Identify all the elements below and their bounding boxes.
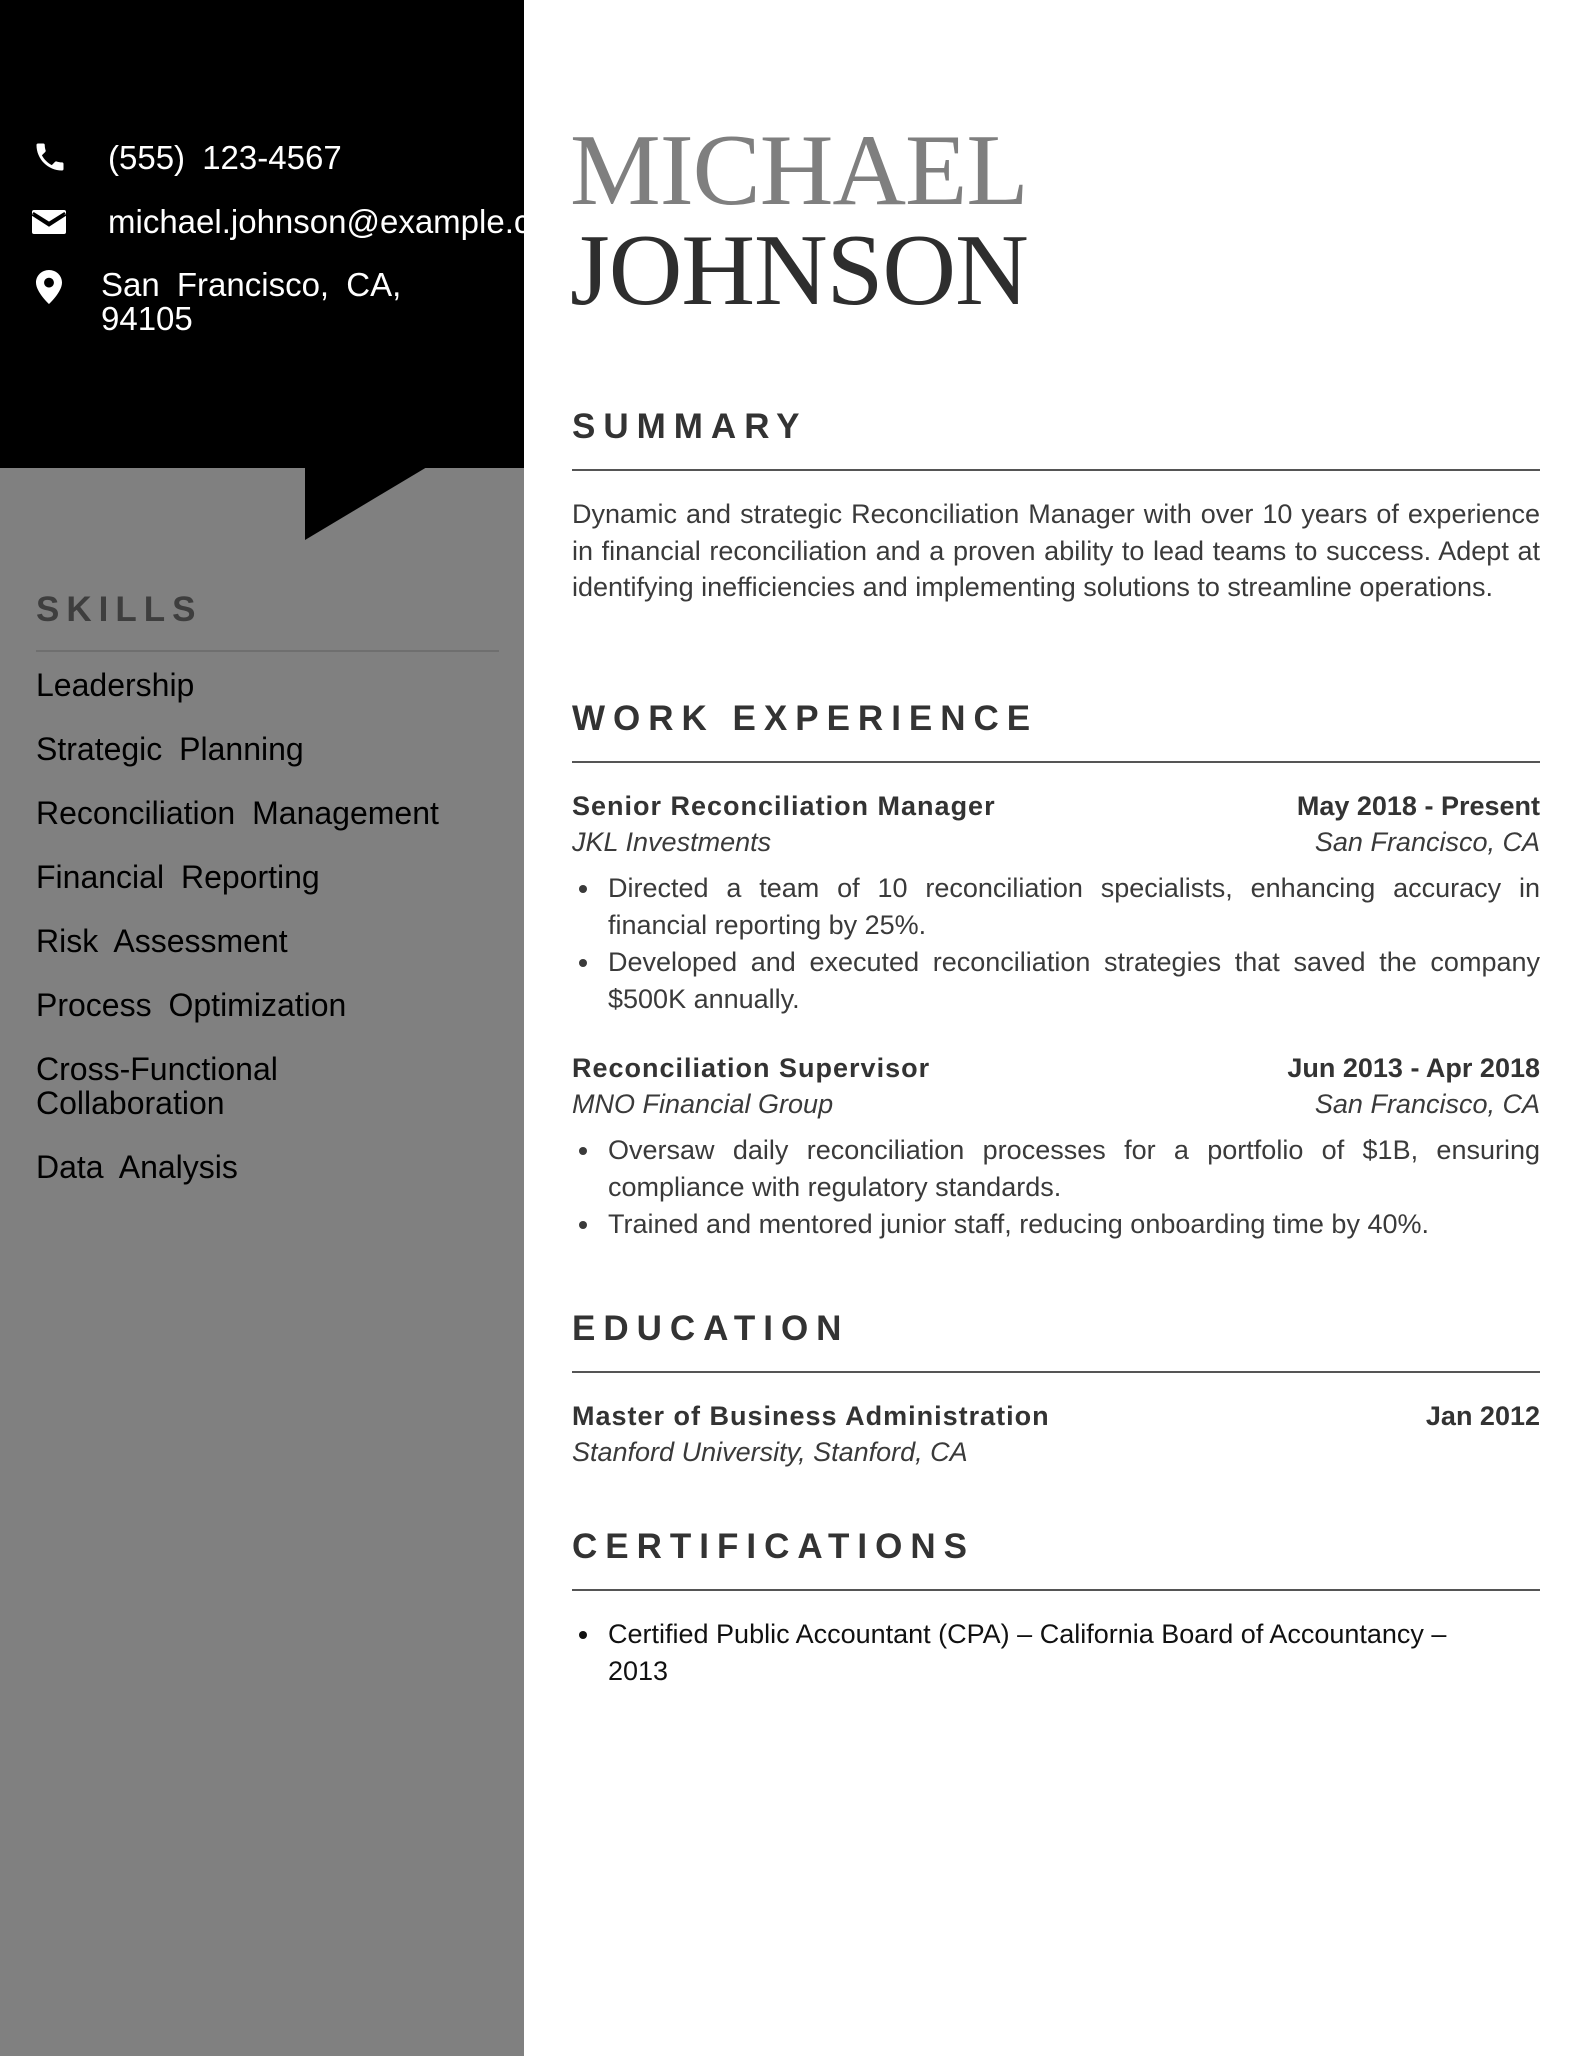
bullet-text: Trained and mentored junior staff, reducing onboarding time by 40%. — [608, 1209, 1429, 1239]
list-item — [572, 944, 1540, 1018]
experience-heading: WORK EXPERIENCE — [572, 699, 1039, 738]
bullet-text: Oversaw daily reconciliation processes for a portfolio of $1B, ensuring compliance with regulatory standards. — [608, 1135, 1540, 1202]
job-bullets — [572, 870, 1540, 1018]
job-title: Senior Reconciliation Manager — [572, 791, 996, 821]
contact-block — [0, 0, 577, 468]
skills-list — [36, 668, 496, 1214]
bullet-dot — [579, 885, 587, 893]
header-notch-shape — [305, 467, 427, 540]
skill-item: Strategic Planning — [36, 731, 304, 767]
list-item — [572, 1206, 1540, 1243]
skill-item: Risk Assessment — [36, 923, 288, 959]
bullet-dot — [579, 959, 587, 967]
email-text[interactable]: michael.johnson@example.com — [108, 203, 577, 240]
job-location: San Francisco, CA — [1314, 827, 1540, 857]
job-company: MNO Financial Group — [572, 1089, 834, 1119]
education-subheader — [572, 1434, 1540, 1470]
degree-date: Jan 2012 — [1425, 1401, 1540, 1431]
education-entry — [572, 1398, 1540, 1470]
education-heading: EDUCATION — [572, 1309, 850, 1348]
experience-divider — [572, 761, 1540, 763]
job-subheader — [572, 824, 1540, 860]
envelope-icon — [32, 208, 72, 248]
skill-item: Leadership — [36, 667, 195, 703]
skills-heading: SKILLS — [36, 590, 203, 629]
skill-item: Cross-Functional Collaboration — [36, 1051, 278, 1121]
skills-divider — [36, 650, 499, 652]
certifications-heading: CERTIFICATIONS — [572, 1527, 976, 1566]
job-header — [572, 788, 1540, 824]
certifications-list — [572, 1616, 1452, 1690]
list-item — [572, 870, 1540, 944]
bullet-text: Developed and executed reconciliation strategies that saved the company $500K annually. — [608, 947, 1540, 1014]
map-pin-icon — [36, 270, 76, 310]
education-header — [572, 1398, 1540, 1434]
job-title: Reconciliation Supervisor — [572, 1053, 931, 1083]
job-company: JKL Investments — [572, 827, 772, 857]
certification-text: Certified Public Accountant (CPA) – California Board of Accountancy – 2013 — [608, 1619, 1447, 1686]
job-bullets — [572, 1132, 1540, 1243]
bullet-dot — [579, 1221, 587, 1229]
skill-item: Data Analysis — [36, 1149, 238, 1185]
skill-item: Reconciliation Management — [36, 795, 439, 831]
first-name: MICHAEL — [570, 114, 1028, 227]
job-subheader — [572, 1086, 1540, 1122]
job-location: San Francisco, CA — [1314, 1089, 1540, 1119]
location-text: San Francisco, CA, 94105 — [101, 266, 402, 337]
summary-divider — [572, 469, 1540, 471]
job-dates: May 2018 - Present — [1296, 791, 1540, 821]
skill-item: Process Optimization — [36, 987, 347, 1023]
list-item — [572, 1616, 1452, 1690]
list-item — [572, 1132, 1540, 1206]
certifications-divider — [572, 1589, 1540, 1591]
phone-text[interactable]: (555) 123-4567 — [108, 139, 342, 176]
job-dates: Jun 2013 - Apr 2018 — [1287, 1053, 1540, 1083]
job-header — [572, 1050, 1540, 1086]
bullet-dot — [579, 1147, 587, 1155]
sidebar — [0, 0, 577, 2056]
education-divider — [572, 1371, 1540, 1373]
degree-title: Master of Business Administration — [572, 1401, 1050, 1431]
bullet-text: Directed a team of 10 reconciliation specialists, enhancing accuracy in financial reporting by 25%. — [608, 873, 1540, 940]
last-name: JOHNSON — [570, 214, 1028, 327]
main-content — [572, 0, 1540, 2056]
job-entry — [572, 1050, 1540, 1243]
phone-icon — [32, 139, 72, 179]
job-entry — [572, 788, 1540, 1018]
summary-heading: SUMMARY — [572, 407, 808, 446]
skill-item: Financial Reporting — [36, 859, 320, 895]
bullet-dot — [579, 1631, 587, 1639]
school-name: Stanford University, Stanford, CA — [572, 1437, 968, 1467]
summary-text: Dynamic and strategic Reconciliation Manager with over 10 years of experience in financial reconciliation and a proven ability to lead teams to success. Adept at identifying inefficiencies and implementing solutions to streamline operations. — [572, 499, 1540, 602]
